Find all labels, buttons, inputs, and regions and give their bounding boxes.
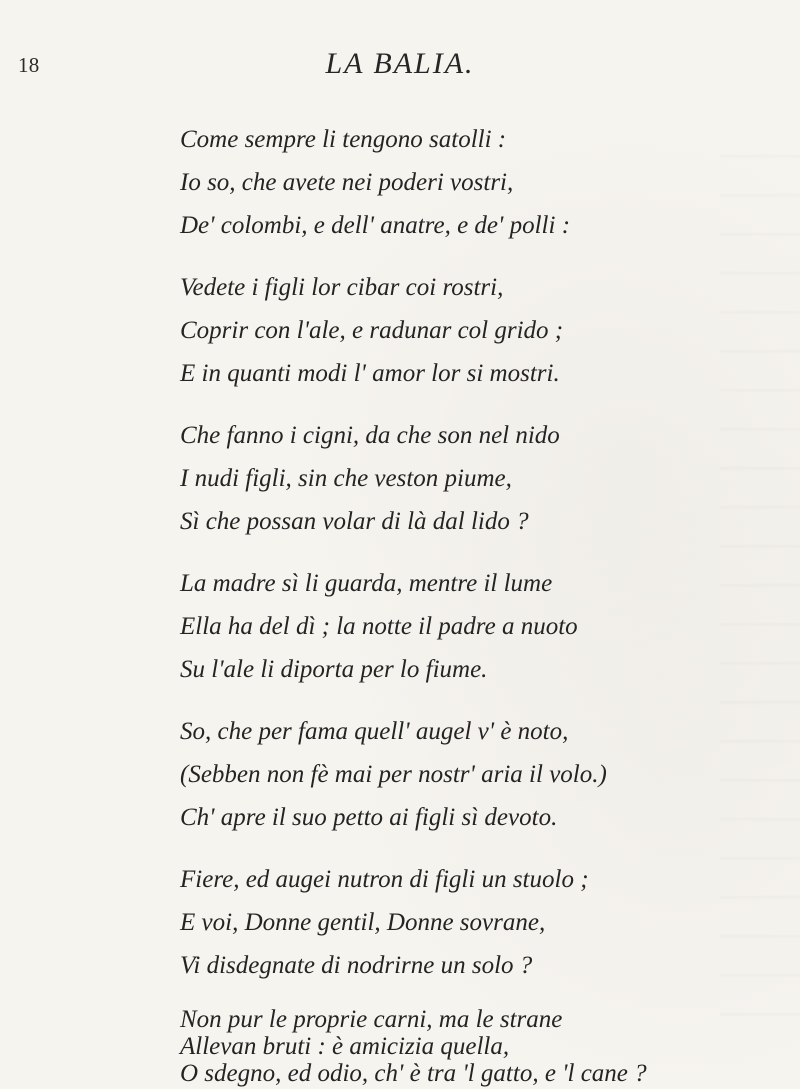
verse-line: De' colombi, e dell' anatre, e de' polli : [180, 212, 571, 239]
verse-line: Fiere, ed augei nutron di figli un stuolo ; [180, 866, 589, 893]
verse-line: E voi, Donne gentil, Donne sovrane, [180, 909, 546, 936]
verse-line: Allevan bruti : è amicizia quella, [180, 1033, 510, 1060]
page-number: 18 [18, 53, 40, 77]
verse-line: Come sempre li tengono satolli : [180, 126, 507, 153]
verse-line: Non pur le proprie carni, ma le strane [180, 1006, 563, 1033]
verse-line: Vi disdegnate di nodrirne un solo ? [180, 952, 533, 979]
verse-line: Che fanno i cigni, da che son nel nido [180, 422, 560, 449]
verse-line: Vedete i figli lor cibar coi rostri, [180, 274, 504, 301]
verse-line: Sì che possan volar di là dal lido ? [180, 508, 529, 535]
running-title: LA BALIA. [325, 47, 475, 80]
verse-line: O sdegno, ed odio, ch' è tra 'l gatto, e 'l cane ? [180, 1060, 647, 1087]
verse-line: (Sebben non fè mai per nostr' aria il volo.) [180, 761, 607, 788]
verse-line: Su l'ale li diporta per lo fiume. [180, 656, 488, 683]
verse-line: So, che per fama quell' augel v' è noto, [180, 718, 569, 745]
verse-line: Coprir con l'ale, e radunar col grido ; [180, 317, 564, 344]
verse-line: Ella ha del dì ; la notte il padre a nuoto [180, 613, 578, 640]
verse-line: I nudi figli, sin che veston piume, [180, 465, 512, 492]
verse-line: Io so, che avete nei poderi vostri, [180, 169, 514, 196]
verse-line: La madre sì li guarda, mentre il lume [180, 570, 553, 597]
verse-line: E in quanti modi l' amor lor si mostri. [180, 360, 560, 387]
verse-line: Ch' apre il suo petto ai figli sì devoto. [180, 804, 558, 831]
